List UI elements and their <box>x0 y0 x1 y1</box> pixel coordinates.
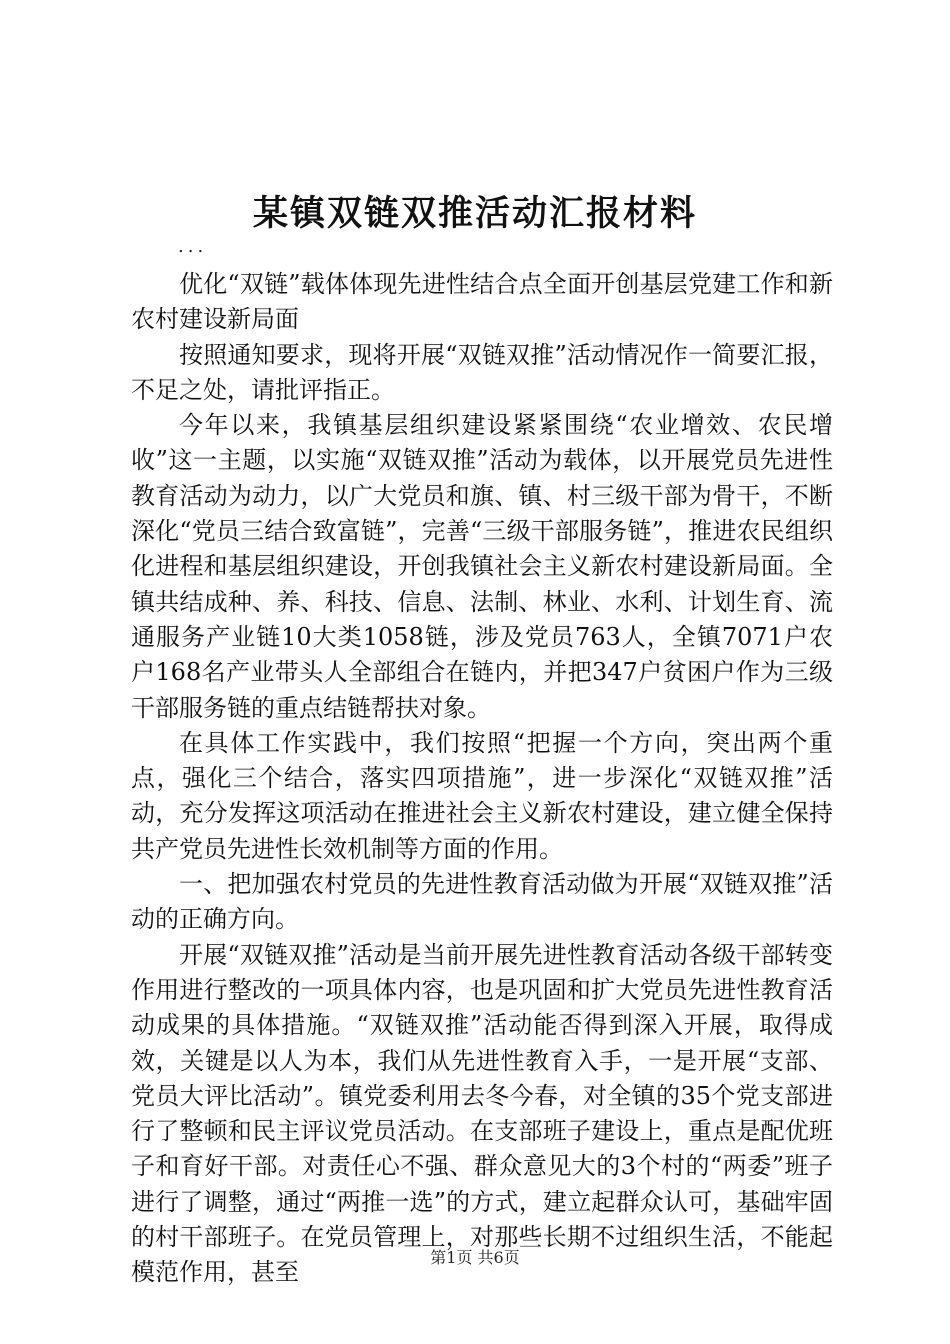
document-title: 某镇双链双推活动汇报材料 <box>252 194 697 234</box>
document-body <box>131 267 833 1291</box>
ellipsis-marker: ... <box>178 236 208 257</box>
page-footer: 第1页 共6页 <box>430 1248 520 1267</box>
paragraph-section-one-body: 开展“双链双推”活动是当前开展先进性教育活动各级干部转变作用进行整改的一项具体内容，也是巩固和扩大党员先进性教育活动成果的具体措施。“双链双推”活动能否得到深入开展，取得成效，关键是以人为本，我们从先进性教育入手，一是开展“支部、党员大评比活动”。镇党委利用去冬今春，对全镇的35个党支部进行了整顿和民主评议党员活动。在支部班子建设上，重点是配优班子和育好干部。对责任心不强、群众意见大的3个村的“两委”班子进行了调整，通过“两推一选”的方式，建立起群众认可，基础牢固的村干部班子。在党员管理上，对那些长期不过组织生活，不能起模范作用，甚至 <box>131 940 833 1287</box>
paragraph-section-one: 一、把加强农村党员的先进性教育活动做为开展“双链双推”活动的正确方向。 <box>131 870 833 934</box>
paragraph-intro: 按照通知要求，现将开展“双链双推”活动情况作一简要汇报，不足之处，请批评指正。 <box>131 340 833 404</box>
paragraph-overview: 今年以来，我镇基层组织建设紧紧围绕“农业增效、农民增收”这一主题，以实施“双链双推”活动为载体，以开展党员先进性教育活动为动力，以广大党员和旗、镇、村三级干部为骨干，不断深化“党员三结合致富链”，完善“三级干部服务链”，推进农民组织化进程和基层组织建设，开创我镇社会主义新农村建设新局面。全镇共结成种、养、科技、信息、法制、林业、水利、计划生育、流通服务产业链10大类1058链，涉及党员763人，全镇7071户农户168名产业带头人全部组合在链内，并把347户贫困户作为三级干部服务链的重点结链帮扶对象。 <box>131 411 833 722</box>
paragraph-practice: 在具体工作实践中，我们按照“把握一个方向，突出两个重点，强化三个结合，落实四项措施”，进一步深化“双链双推”活动，充分发挥这项活动在推进社会主义新农村建设，建立健全保持共产党员先进性长效机制等方面的作用。 <box>131 728 833 863</box>
paragraph-heading: 优化“双链”载体体现先进性结合点全面开创基层党建工作和新农村建设新局面 <box>131 270 833 334</box>
